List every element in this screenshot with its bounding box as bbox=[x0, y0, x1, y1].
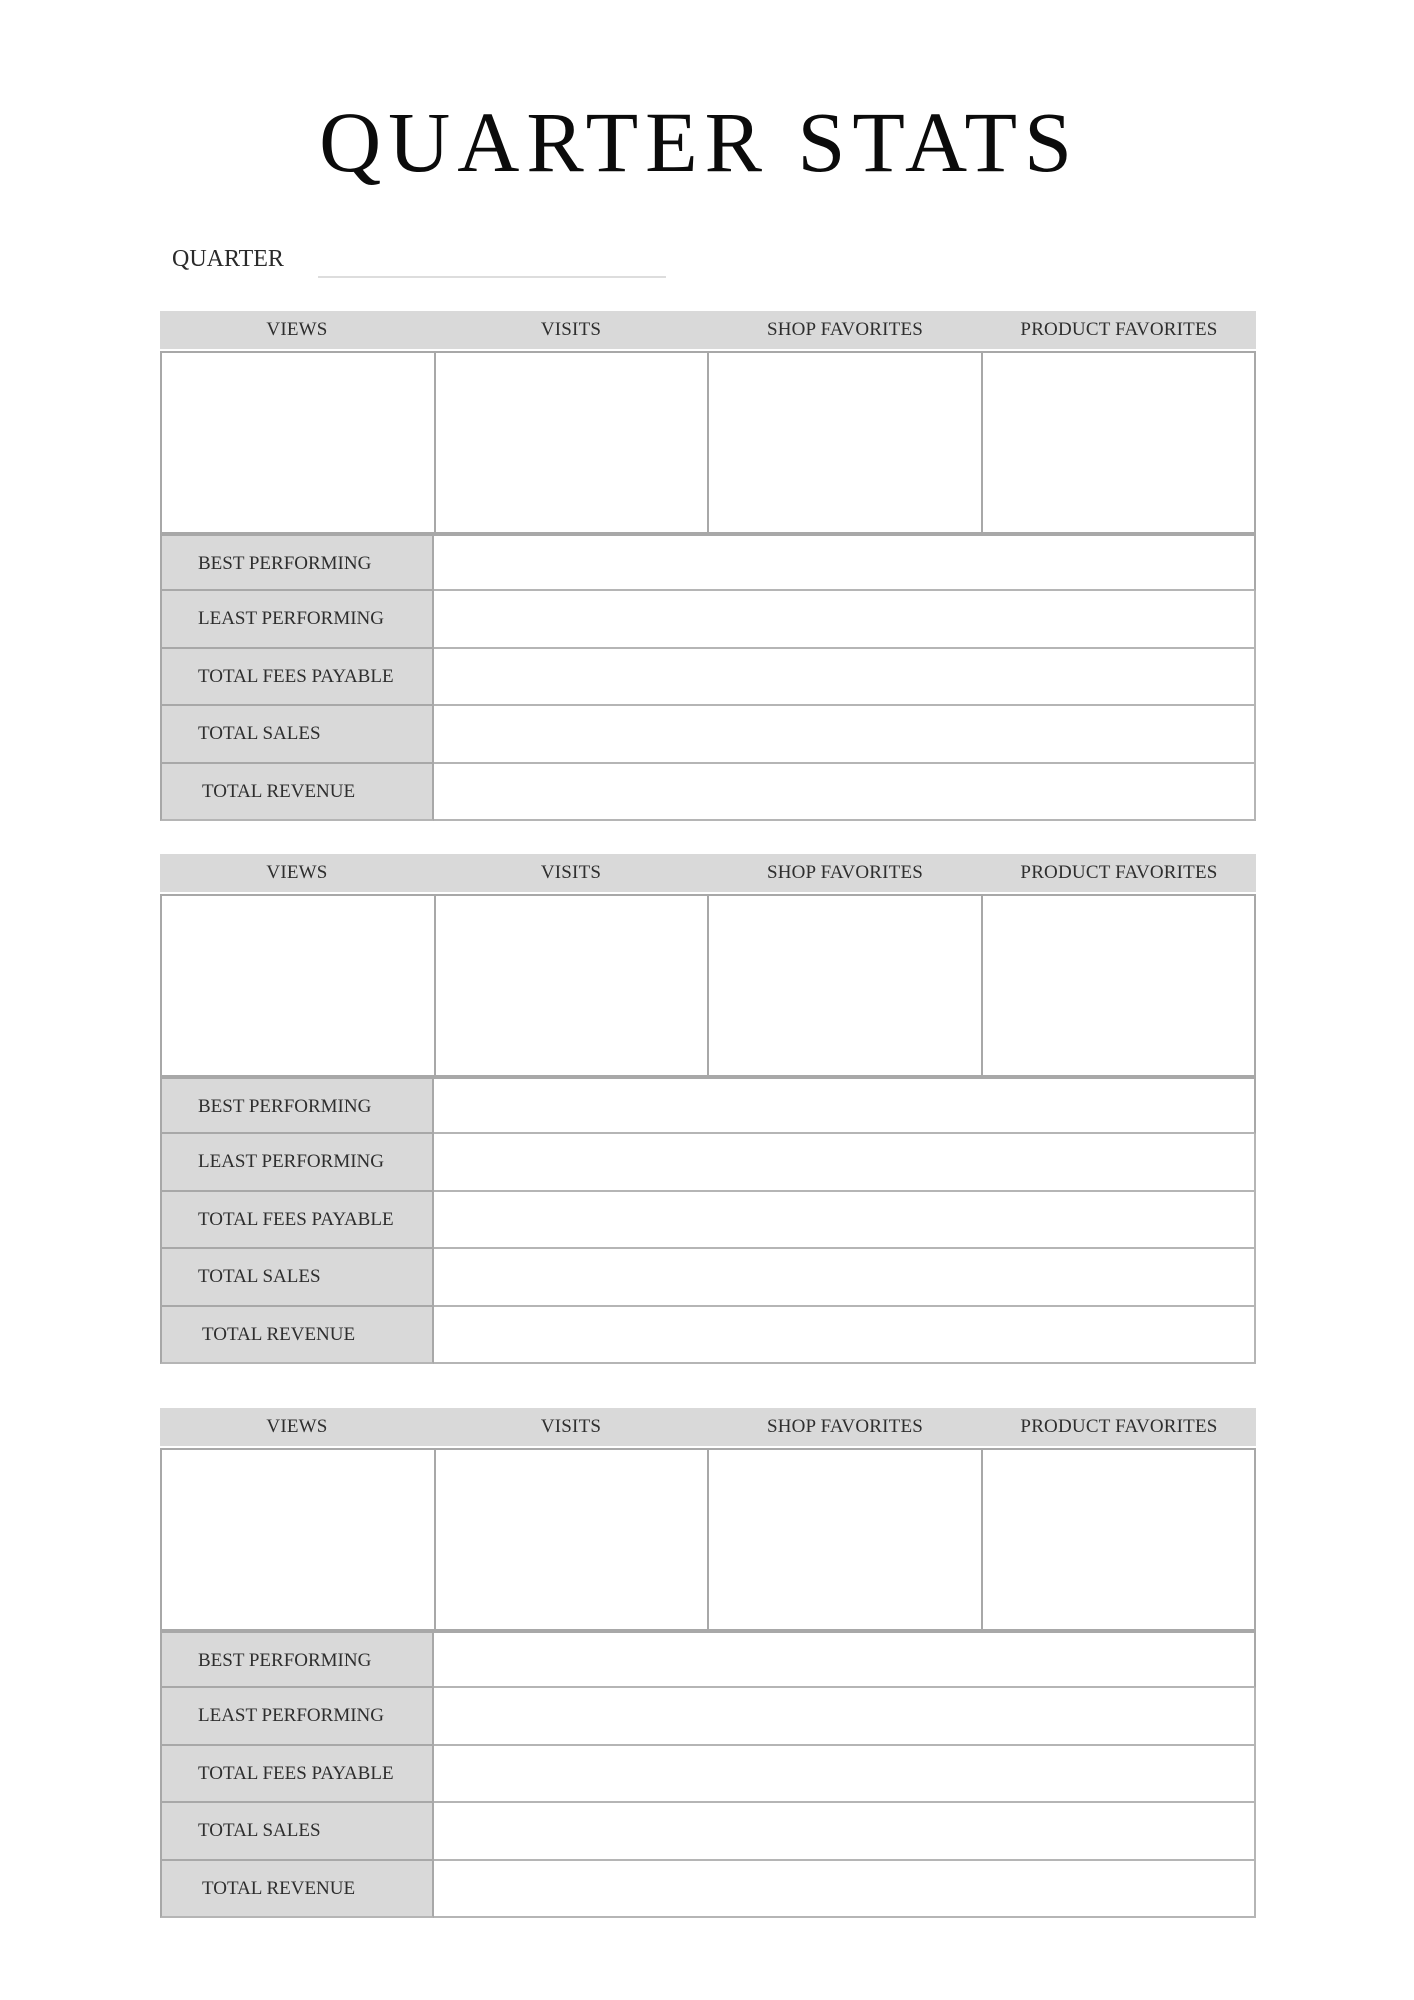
column-header-product-favorites: PRODUCT FAVORITES bbox=[1020, 319, 1218, 340]
stats-header-row bbox=[160, 311, 1256, 349]
product-favorites-value-cell[interactable] bbox=[981, 894, 1257, 1077]
row-label-best-performing: BEST PERFORMING bbox=[160, 534, 434, 591]
row-label-total-fees-payable: TOTAL FEES PAYABLE bbox=[160, 649, 434, 706]
row-value-total-revenue[interactable] bbox=[434, 764, 1256, 821]
views-value-cell[interactable] bbox=[160, 894, 434, 1077]
row-value-best-performing[interactable] bbox=[434, 534, 1256, 591]
stats-header-row bbox=[160, 854, 1256, 892]
row-label-total-fees-payable: TOTAL FEES PAYABLE bbox=[160, 1192, 434, 1249]
visits-value-cell[interactable] bbox=[434, 1448, 708, 1631]
table-row-total-fees-payable bbox=[160, 1746, 1256, 1803]
row-value-total-fees-payable[interactable] bbox=[434, 649, 1256, 706]
stats-header-row bbox=[160, 1408, 1256, 1446]
column-header-visits: VISITS bbox=[540, 1416, 602, 1437]
row-value-best-performing[interactable] bbox=[434, 1077, 1256, 1134]
table-row-total-revenue bbox=[160, 1861, 1256, 1918]
row-value-total-sales[interactable] bbox=[434, 1803, 1256, 1860]
row-value-best-performing[interactable] bbox=[434, 1631, 1256, 1688]
row-label-total-revenue: TOTAL REVENUE bbox=[160, 1307, 434, 1364]
table-row-total-fees-payable bbox=[160, 649, 1256, 706]
views-value-cell[interactable] bbox=[160, 1448, 434, 1631]
stats-value-row bbox=[160, 1448, 1256, 1631]
row-value-least-performing[interactable] bbox=[434, 1134, 1256, 1191]
column-header-shop-favorites: SHOP FAVORITES bbox=[766, 862, 924, 883]
row-label-total-revenue: TOTAL REVENUE bbox=[160, 764, 434, 821]
row-value-total-sales[interactable] bbox=[434, 1249, 1256, 1306]
row-label-total-fees-payable: TOTAL FEES PAYABLE bbox=[160, 1746, 434, 1803]
table-row-total-revenue bbox=[160, 764, 1256, 821]
shop-favorites-value-cell[interactable] bbox=[707, 894, 981, 1077]
stats-value-row bbox=[160, 894, 1256, 1077]
row-label-total-sales: TOTAL SALES bbox=[160, 1803, 434, 1860]
summary-rows bbox=[160, 1077, 1256, 1364]
page-title bbox=[0, 92, 1414, 192]
row-label-best-performing: BEST PERFORMING bbox=[160, 1077, 434, 1134]
column-header-views: VIEWS bbox=[266, 319, 328, 340]
column-header-views: VIEWS bbox=[266, 1416, 328, 1437]
column-header-shop-favorites: SHOP FAVORITES bbox=[766, 319, 924, 340]
table-row-total-revenue bbox=[160, 1307, 1256, 1364]
row-value-total-fees-payable[interactable] bbox=[434, 1192, 1256, 1249]
table-row-best-performing bbox=[160, 1077, 1256, 1134]
table-row-least-performing bbox=[160, 591, 1256, 648]
row-label-total-sales: TOTAL SALES bbox=[160, 706, 434, 763]
product-favorites-value-cell[interactable] bbox=[981, 351, 1257, 534]
row-value-least-performing[interactable] bbox=[434, 1688, 1256, 1745]
page-title-text: QUARTER STATS bbox=[319, 94, 1079, 190]
row-label-best-performing: BEST PERFORMING bbox=[160, 1631, 434, 1688]
quarter-label: QUARTER bbox=[172, 246, 284, 272]
table-row-total-sales bbox=[160, 1249, 1256, 1306]
row-value-total-revenue[interactable] bbox=[434, 1307, 1256, 1364]
table-row-total-fees-payable bbox=[160, 1192, 1256, 1249]
row-label-total-sales: TOTAL SALES bbox=[160, 1249, 434, 1306]
column-header-views: VIEWS bbox=[266, 862, 328, 883]
row-value-total-revenue[interactable] bbox=[434, 1861, 1256, 1918]
row-value-least-performing[interactable] bbox=[434, 591, 1256, 648]
column-header-product-favorites: PRODUCT FAVORITES bbox=[1020, 862, 1218, 883]
column-header-shop-favorites: SHOP FAVORITES bbox=[766, 1416, 924, 1437]
row-value-total-sales[interactable] bbox=[434, 706, 1256, 763]
summary-rows bbox=[160, 534, 1256, 821]
visits-value-cell[interactable] bbox=[434, 351, 708, 534]
views-value-cell[interactable] bbox=[160, 351, 434, 534]
product-favorites-value-cell[interactable] bbox=[981, 1448, 1257, 1631]
visits-value-cell[interactable] bbox=[434, 894, 708, 1077]
row-label-least-performing: LEAST PERFORMING bbox=[160, 1134, 434, 1191]
row-label-total-revenue: TOTAL REVENUE bbox=[160, 1861, 434, 1918]
table-row-least-performing bbox=[160, 1688, 1256, 1745]
shop-favorites-value-cell[interactable] bbox=[707, 1448, 981, 1631]
table-row-least-performing bbox=[160, 1134, 1256, 1191]
column-header-visits: VISITS bbox=[540, 862, 602, 883]
row-value-total-fees-payable[interactable] bbox=[434, 1746, 1256, 1803]
table-row-total-sales bbox=[160, 706, 1256, 763]
table-row-best-performing bbox=[160, 1631, 1256, 1688]
shop-favorites-value-cell[interactable] bbox=[707, 351, 981, 534]
stats-value-row bbox=[160, 351, 1256, 534]
quarter-input-line[interactable] bbox=[318, 276, 666, 278]
table-row-best-performing bbox=[160, 534, 1256, 591]
column-header-product-favorites: PRODUCT FAVORITES bbox=[1020, 1416, 1218, 1437]
column-header-visits: VISITS bbox=[540, 319, 602, 340]
row-label-least-performing: LEAST PERFORMING bbox=[160, 1688, 434, 1745]
row-label-least-performing: LEAST PERFORMING bbox=[160, 591, 434, 648]
summary-rows bbox=[160, 1631, 1256, 1918]
table-row-total-sales bbox=[160, 1803, 1256, 1860]
